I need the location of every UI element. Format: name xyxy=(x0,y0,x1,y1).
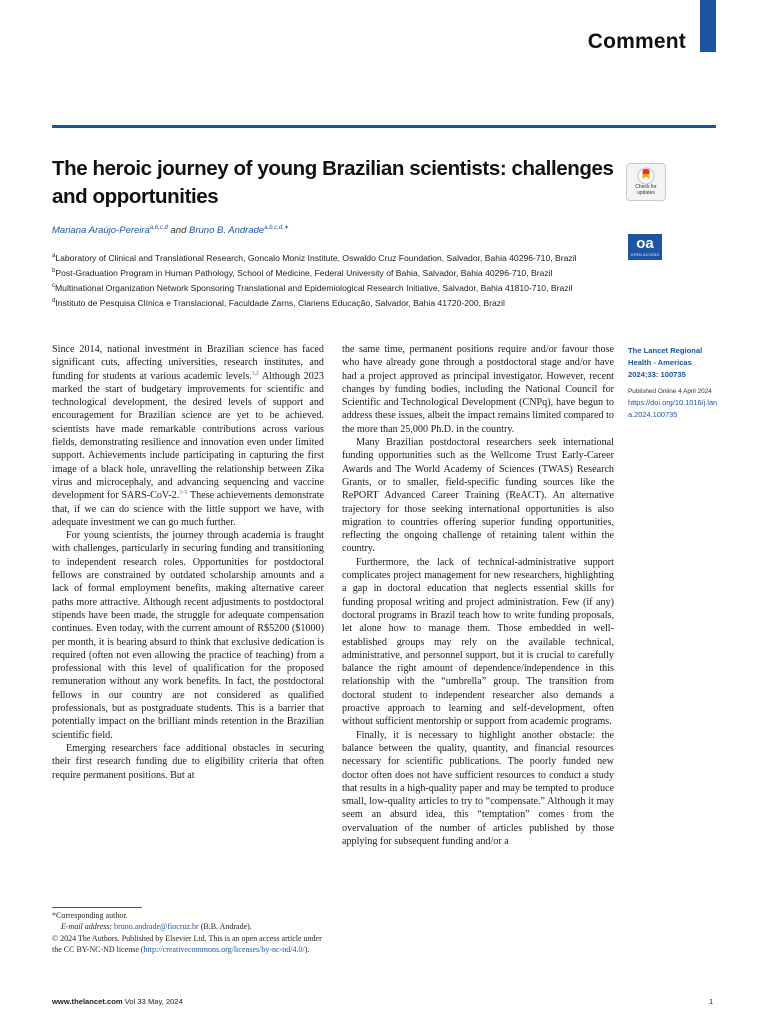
page-number: 1 xyxy=(709,997,714,1006)
footnotes xyxy=(52,910,324,956)
affiliation-text: Laboratory of Clinical and Translational Research, Goncalo Moniz Institute, Oswaldo Cruz Foundation, Salvador, Bahia 40296-710, Brazil xyxy=(55,252,577,263)
journal-citation: The Lancet Regional Health - Americas 2024;33: 100735 xyxy=(628,346,703,379)
publication-date: Published Online 4 April 2024 xyxy=(628,388,712,395)
affiliation-text: Multinational Organization Network Sponsoring Translational and Epidemiological Research Initiative, Salvador, Bahia 41810-710, Brazil xyxy=(55,282,573,293)
license-text-end: ). xyxy=(304,945,310,955)
body-paragraph: For young scientists, the journey through academia is fraught with challenges, particularly in securing funding and transitioning to independent research roles. Opportunities for postdoctoral fellows are constrained by outdated scholarship amounts and a lack of formal employment benefits, making alternative career paths more attractive. Although recent adjustments to postdoctoral stipends have been made, the struggle for adequate compensation continues. Even today, with the current amount of R$5200 ($1000) per month, it is bearing absurd to think that exclusive dedication is required (often not even allowing the practice of teaching) from a professional with this level of qualification for the proposed remuneration without any work benefits. In fact, the postdoctoral fellows in our country are not considered as qualified professionals, but as postgraduate students. This is a barrier that potentially impact on the brilliant minds retention in the Brazilian scientific field. xyxy=(52,530,324,741)
footnote-rule xyxy=(52,907,142,908)
author-list xyxy=(52,224,289,236)
body-paragraph xyxy=(52,343,324,529)
email-owner: (B.B. Andrade). xyxy=(198,922,252,932)
affiliation-mark: b xyxy=(52,268,56,275)
body-paragraph: Many Brazilian postdoctoral researchers seek international funding opportunities such as the Wellcome Trust Early-Career Awards and The World Academy of Sciences (TWAS) Research Grants, or to smaller, field-specific funding sources like the RePORT Advanced Career Training (ReACT). An alternative trajectory for those seeking international opportunities is also migration to countries offering superior funding opportunities, reflecting the ongoing challenge of retaining talent within the country. xyxy=(342,437,614,555)
email-note xyxy=(52,921,324,932)
body-text: Since 2014, national investment in Brazilian science has faced significant cuts, affecting universities, research institutes, and funding for students at various academic levels. xyxy=(52,344,324,382)
affiliation-item xyxy=(52,280,622,295)
affiliation-mark: a xyxy=(52,253,56,259)
email-label: E-mail address: xyxy=(61,922,113,932)
author-affiliation-marks: a,b,c,d xyxy=(149,225,168,231)
article-metadata xyxy=(628,345,718,421)
affiliation-text: Instituto de Pesquisa Clínica e Translacional, Faculdade Zarns, Clariens Educação, Salvador, Bahia 41720-200, Brazil xyxy=(55,298,505,309)
page-footer xyxy=(52,997,183,1006)
license-link[interactable]: http://creativecommons.org/licenses/by-nc-nd/4.0/ xyxy=(143,945,305,955)
body-paragraph: the same time, permanent positions require and/or favour those who have already gone through a postdoctoral stage and/or have had a project approved as principal investigator. However, recent changes by funding bodies, including the National Council for Scientific and Technological Development (CNPq), have begun to address these issues, albeit the impact remains limited compared to the more than 25,000 Ph.D. in the country. xyxy=(342,344,614,435)
affiliation-text: Post-Graduation Program in Human Pathology, School of Medicine, Federal University of Bahia, Salvador, Bahia 40296-710, Brazil xyxy=(55,267,553,278)
author-name[interactable]: Mariana Araújo-Pereira xyxy=(52,225,150,237)
affiliation-mark: d xyxy=(52,298,56,305)
email-link[interactable]: bruno.andrade@fiocruz.br xyxy=(114,922,199,932)
bookmark-icon xyxy=(637,167,655,185)
footer-site-link[interactable]: www.thelancet.com xyxy=(52,997,123,1006)
body-text: These achievements demonstrate that, if we can do science with the little support we have, with adequate investment we can go much further. xyxy=(52,490,324,528)
citation-link[interactable]: 1,2 xyxy=(251,370,259,377)
affiliation-item xyxy=(52,250,622,265)
license-note xyxy=(52,933,324,956)
body-paragraph: Finally, it is necessary to highlight another obstacle: the balance between the quality, quantity, and financial resources necessary for scientific publications. The poorly funded new doctor often does not have sufficient resources to conduct a study that results in a high-quality paper and may be tempted to produce small, low-quality articles to try to “compensate.” Although it may seem an absurd idea, this “temptation” comes from the overvaluation of the number of articles published by those applying for subsequent funding and/or a xyxy=(342,729,614,847)
article-title: The heroic journey of young Brazilian scientists: challenges and opportunities xyxy=(52,157,614,208)
open-access-logo: oa xyxy=(636,235,654,252)
affiliation-item xyxy=(52,295,622,310)
corresponding-author-note: *Corresponding author. xyxy=(52,911,128,920)
body-paragraph: Furthermore, the lack of technical-administrative support complicates project management for new researchers, highlighting a gap in doctoral education that neglects essential skills for funding proposal writing and project administration. Few (if any) doctoral programs in Brazil teach how to write funding proposals, let alone how to manage them. Those embedded in well-established groups may rely on the available technical, administrative, and personnel support, but it is crucial to carefully balance the right amount of dependence/independence in this relationship with the “umbrella” group. The transition from doctoral student to independent researcher also demands a proactive approach to learning and self-development, often without sufficient mentorship or support from academic programs. xyxy=(342,556,614,728)
body-column-left xyxy=(52,343,324,782)
author-name[interactable]: Bruno B. Andrade xyxy=(189,225,265,237)
body-paragraph: Emerging researchers face additional obstacles in securing their first research funding due to eligibility criteria that often require permanent positions. But at xyxy=(52,742,324,781)
open-access-text: OPEN ACCESS xyxy=(630,253,660,257)
affiliation-mark: c xyxy=(52,283,55,290)
section-label: Comment xyxy=(587,30,686,53)
footer-issue: Vol 33 May, 2024 xyxy=(124,997,183,1006)
header-rule xyxy=(52,125,716,128)
license-text: © 2024 The Authors. Published by Elsevier Ltd. This is an open access article under the CC BY-NC-ND license ( xyxy=(52,933,322,955)
check-for-updates-badge[interactable] xyxy=(626,163,666,201)
body-text: Although 2023 marked the start of budgetary improvements for scientific and technological development, the desired levels of support and encouragement for Brazilian science are yet to be achieved. scientists have made remarkable contributions across various fields, demonstrating resilience and innovation even under limited support. Achievements include participating in capturing the first image of a black hole, unravelling the relationship between Zika virus and microcephaly, and advancing sequencing and vaccine development for SARS-CoV-2. xyxy=(52,370,324,502)
affiliation-item xyxy=(52,265,622,280)
section-color-bar xyxy=(700,0,716,52)
author-joiner: and xyxy=(170,225,187,237)
check-for-updates-text: Check for updates xyxy=(635,184,657,196)
author-affiliation-marks: a,b,c,d,∗ xyxy=(264,225,289,231)
affiliations xyxy=(52,250,622,310)
body-column-right xyxy=(342,343,614,848)
citation-link[interactable]: 3–5 xyxy=(179,489,188,496)
doi-link[interactable]: https://doi.org/10.1016/j.lana.2024.100735 xyxy=(628,398,718,419)
open-access-badge xyxy=(628,234,662,260)
